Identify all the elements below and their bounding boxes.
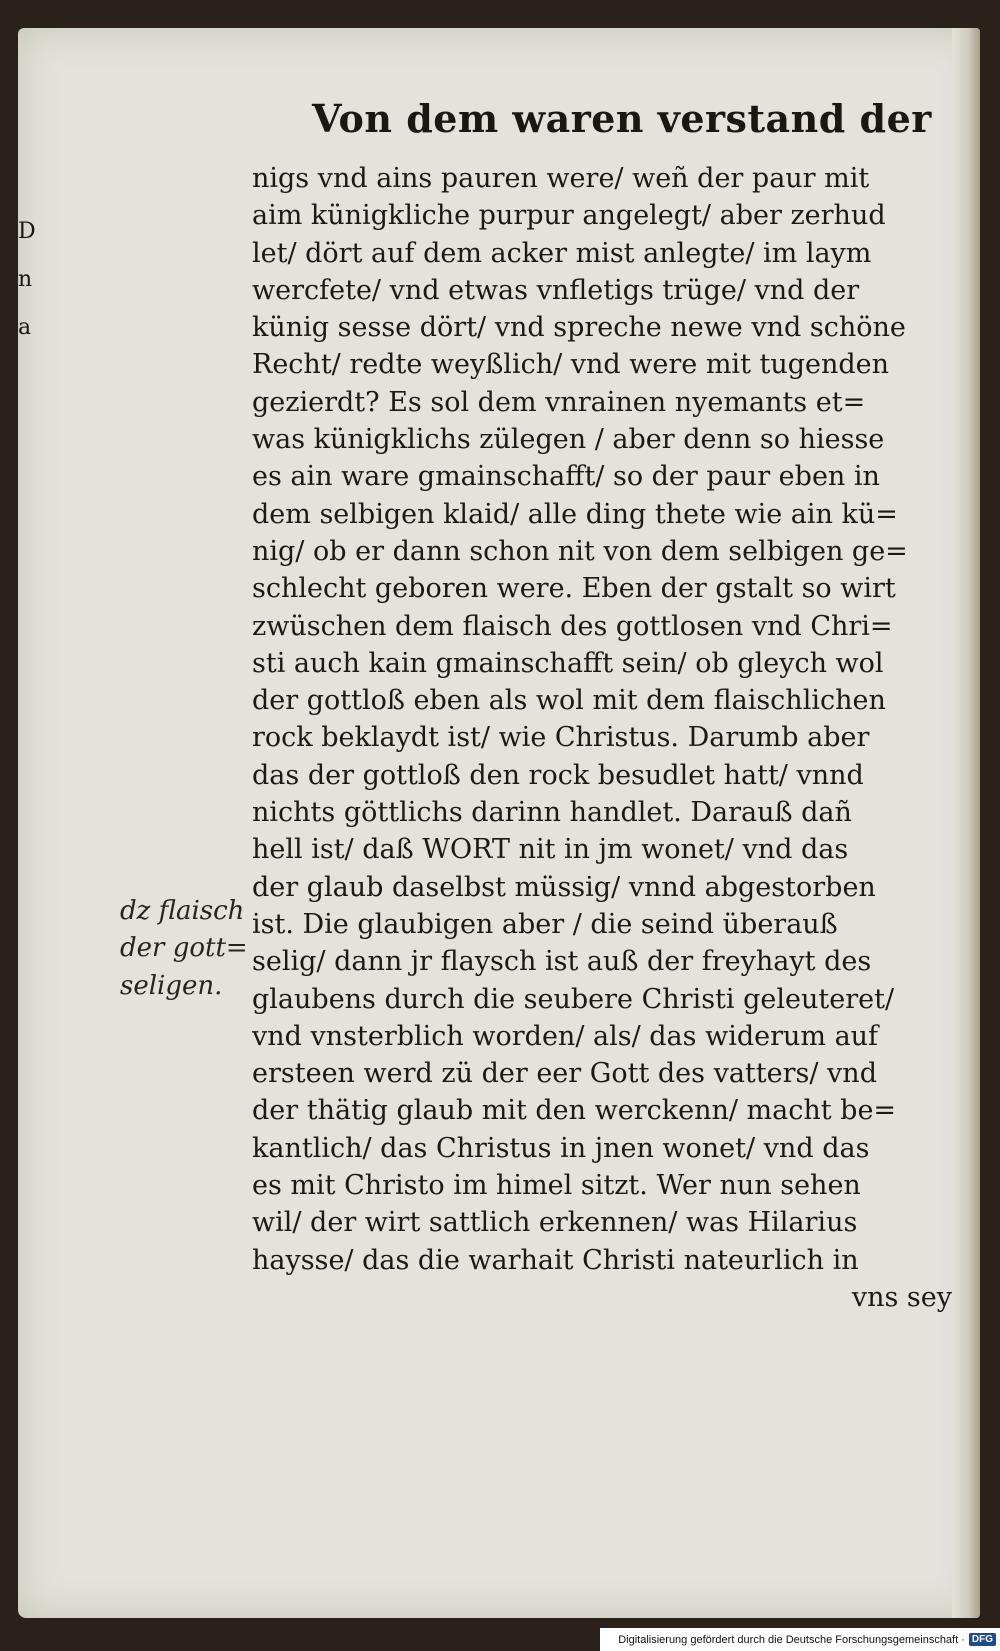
text-line: kantlich/ das Christus in jnen wonet/ vnd das [252,1132,870,1164]
text-line: dem selbigen klaid/ alle ding thete wie ain kü= [252,498,898,530]
text-line: zwüschen dem flaisch des gottlosen vnd Chri= [252,610,893,642]
funding-footer [600,1628,1000,1651]
text-line: der glaub daselbst müssig/ vnnd abgestorben [252,871,876,903]
margin-note [120,893,248,1005]
page-edge [952,28,980,1618]
running-head: Von dem waren verstand der [312,96,932,141]
text-line: ersteen werd zü der eer Gott des vatters/ vnd [252,1058,877,1090]
fragment-letter: n [18,267,33,292]
text-line: rock beklaydt ist/ wie Christus. Darumb aber [252,722,870,754]
text-line: es ain ware gmainschafft/ so der paur eben in [252,461,880,493]
text-line: das der gottloß den rock besudlet hatt/ vnnd [252,759,864,791]
text-line: selig/ dann jr flaysch ist auß der freyhayt des [252,946,872,978]
adjacent-page-fragment [18,208,36,348]
dfg-logo: DFG [969,1633,996,1646]
text-line: was künigklichs zülegen / aber denn so hiesse [252,424,885,456]
margin-note-line: der gott= [120,933,248,964]
text-line: let/ dört auf dem acker mist anlegte/ im laym [252,237,872,269]
margin-note-line: seligen. [120,970,223,1001]
text-line: wercfete/ vnd etwas vnfletigs trüge/ vnd der [252,274,860,306]
fragment-letter: D [18,219,36,244]
text-line: Recht/ redte weyßlich/ vnd were mit tugenden [252,349,890,381]
text-line: es mit Christo im himel sitzt. Wer nun sehen [252,1170,861,1202]
text-line: ist. Die glaubigen aber / die seind überauß [252,908,838,940]
catchword: vns sey [851,1281,952,1313]
text-line: hell ist/ daß WORT nit in jm wonet/ vnd das [252,834,849,866]
text-line: der gottloß eben als wol mit dem flaischlichen [252,685,886,717]
body-text [252,160,952,1316]
footer-text: Digitalisierung gefördert durch die Deutsche Forschungsgemeinschaft · [618,1633,965,1646]
text-line: sti auch kain gmainschafft sein/ ob gleych wol [252,647,884,679]
text-line: nigs vnd ains pauren were/ weñ der paur mit [252,163,870,194]
text-line: vnd vnsterblich worden/ als/ das widerum auf [252,1020,879,1052]
text-line: glaubens durch die seubere Christi geleuteret/ [252,983,895,1015]
text-line: nichts göttlichs darinn handlet. Darauß dañ [252,797,852,829]
text-line: künig sesse dört/ vnd spreche newe vnd schöne [252,312,906,344]
text-line: aim künigkliche purpur angelegt/ aber zerhud [252,200,886,232]
text-line: gezierdt? Es sol dem vnrainen nyemants et= [252,386,866,418]
text-line: wil/ der wirt sattlich erkennen/ was Hilarius [252,1207,858,1239]
margin-note-line: dz flaisch [120,896,245,926]
text-line: schlecht geboren were. Eben der gstalt so wirt [252,573,896,605]
text-line: haysse/ das die warhait Christi nateurlich in [252,1244,859,1276]
text-line: nig/ ob er dann schon nit von dem selbigen ge= [252,535,908,567]
fragment-letter: a [18,315,32,340]
text-line: der thätig glaub mit den werckenn/ macht be= [252,1095,897,1127]
